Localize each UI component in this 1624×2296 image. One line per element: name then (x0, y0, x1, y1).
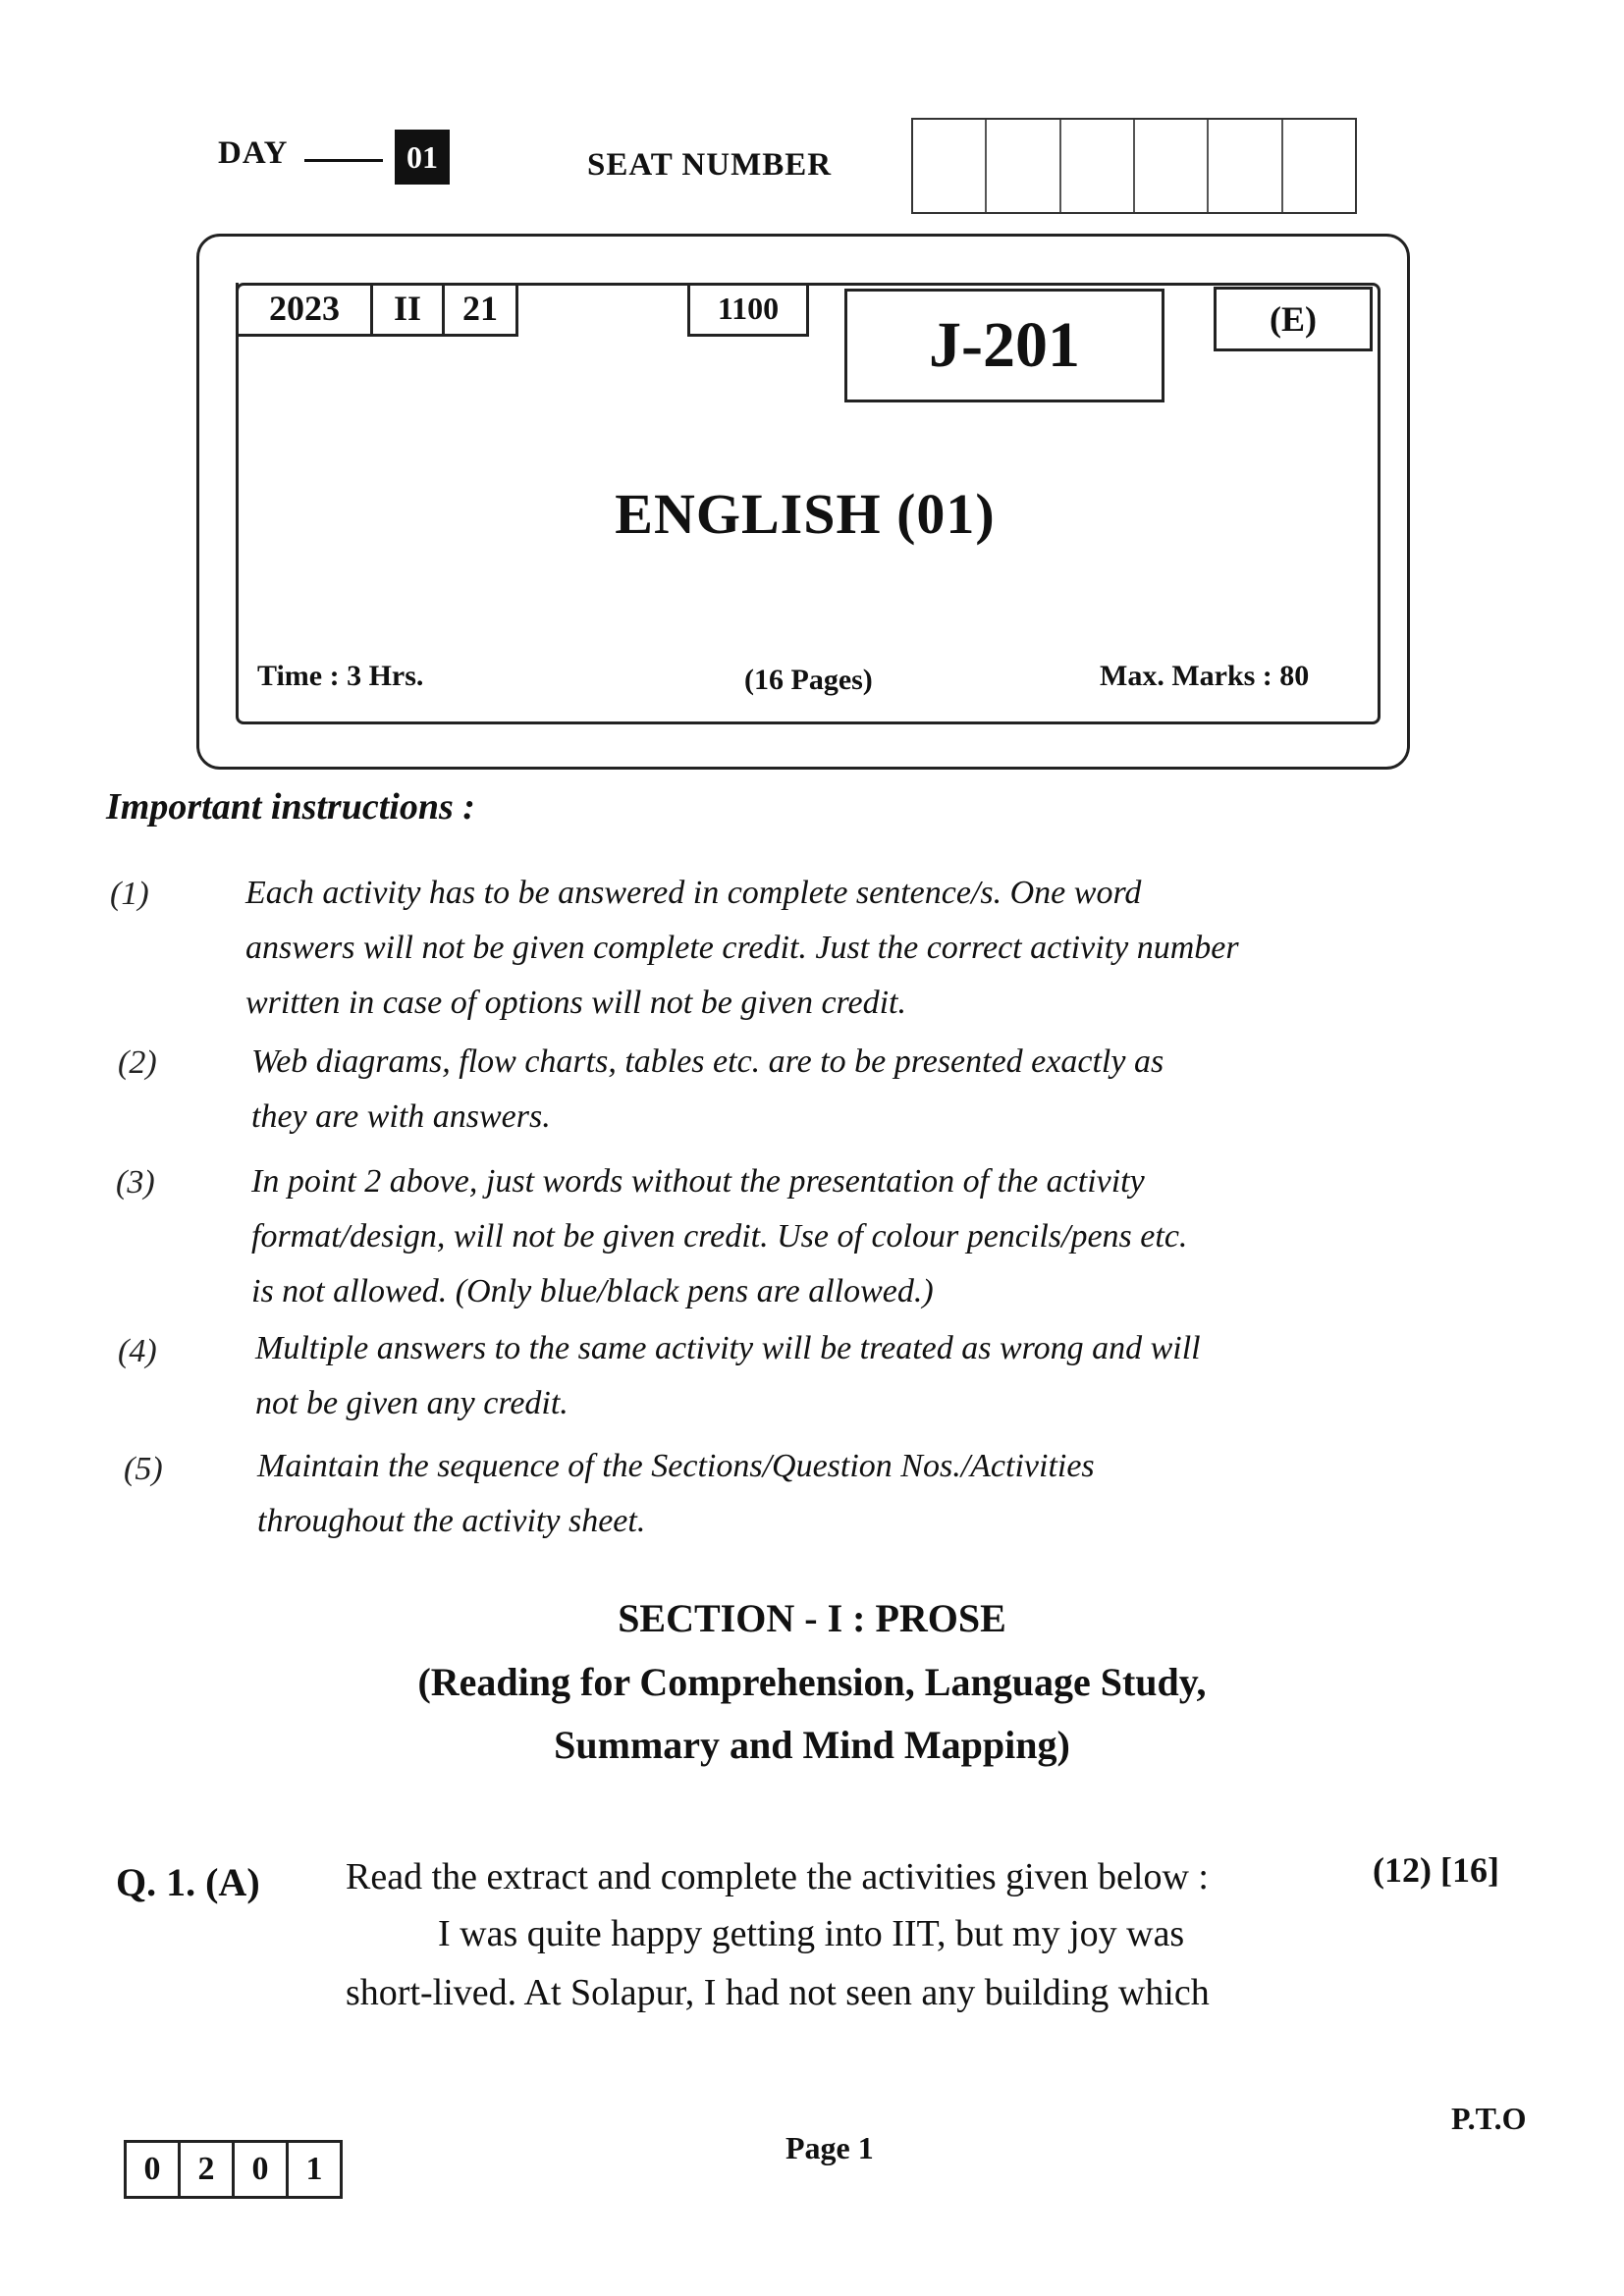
section-subtitle: Summary and Mind Mapping) (554, 1723, 1070, 1767)
duration: Time : 3 Hrs. (257, 660, 424, 692)
section-subtitle: (Reading for Comprehension, Language Study, (417, 1660, 1207, 1704)
instruction-number: (5) (124, 1451, 163, 1487)
please-turn-over: P.T.O (1451, 2101, 1527, 2136)
instruction-line: Multiple answers to the same activity will be treated as wrong and will (255, 1330, 1201, 1366)
max-marks: Max. Marks : 80 (1100, 660, 1310, 692)
instruction-number: (2) (118, 1044, 157, 1081)
seat-number-field[interactable] (911, 118, 1357, 214)
instruction-line: Maintain the sequence of the Sections/Question Nos./Activities (257, 1448, 1095, 1484)
exam-day: 21 (445, 283, 518, 337)
code-digit: 1 (305, 2151, 323, 2187)
medium-code: (E) (1214, 287, 1373, 351)
exam-time-code: 1100 (687, 283, 809, 337)
day-value: 01 (395, 130, 450, 185)
page-number: Page 1 (785, 2130, 874, 2165)
instruction-1 (245, 866, 1399, 1031)
code-digit: 2 (181, 2143, 235, 2196)
extract-line: short-lived. At Solapur, I had not seen any building which (346, 1972, 1210, 2013)
instruction-4 (255, 1321, 1409, 1431)
paper-code: J-201 (844, 289, 1164, 402)
instruction-number: (3) (116, 1164, 155, 1201)
subject-title: ENGLISH (01) (615, 482, 996, 546)
instruction-5 (257, 1439, 1411, 1549)
exam-date-boxes (236, 283, 518, 337)
seat-digit-cell[interactable] (1283, 120, 1355, 212)
exam-year: 2023 (236, 283, 373, 337)
question-text: Read the extract and complete the activities given below : (346, 1856, 1209, 1897)
seat-digit-cell[interactable] (1209, 120, 1282, 212)
instruction-number: (1) (110, 876, 149, 912)
question-marks: (12) [16] (1373, 1850, 1499, 1890)
paper-code-footer (124, 2140, 343, 2199)
instruction-line: written in case of options will not be given credit. (245, 985, 906, 1021)
seat-digit-cell[interactable] (987, 120, 1060, 212)
section-title: SECTION - I : PROSE (618, 1596, 1006, 1640)
instruction-line: answers will not be given complete credit. Just the correct activity number (245, 930, 1239, 966)
instruction-line: they are with answers. (251, 1098, 551, 1135)
extract-line: I was quite happy getting into IIT, but my joy was (438, 1913, 1185, 1954)
instruction-line: Web diagrams, flow charts, tables etc. are to be presented exactly as (251, 1043, 1164, 1080)
seat-digit-cell[interactable] (1061, 120, 1135, 212)
exam-month: II (373, 283, 445, 337)
day-label: DAY (218, 135, 289, 171)
instruction-3 (251, 1154, 1405, 1319)
seat-digit-cell[interactable] (913, 120, 987, 212)
code-digit: 0 (127, 2143, 181, 2196)
seat-digit-cell[interactable] (1135, 120, 1209, 212)
page-count: (16 Pages) (744, 664, 873, 696)
instruction-number: (4) (118, 1333, 157, 1369)
instructions-heading: Important instructions : (106, 786, 475, 828)
question-number: Q. 1. (A) (116, 1860, 260, 1904)
code-digit: 0 (235, 2143, 289, 2196)
seat-number-label: SEAT NUMBER (587, 147, 833, 183)
instruction-line: Each activity has to be answered in complete sentence/s. One word (245, 875, 1142, 911)
instruction-line: throughout the activity sheet. (257, 1503, 646, 1539)
day-divider (304, 159, 383, 162)
instruction-line: is not allowed. (Only blue/black pens are allowed.) (251, 1273, 934, 1309)
instruction-line: In point 2 above, just words without the presentation of the activity (251, 1163, 1145, 1200)
instruction-line: not be given any credit. (255, 1385, 568, 1421)
instruction-2 (251, 1035, 1405, 1145)
instruction-line: format/design, will not be given credit. Use of colour pencils/pens etc. (251, 1218, 1188, 1255)
